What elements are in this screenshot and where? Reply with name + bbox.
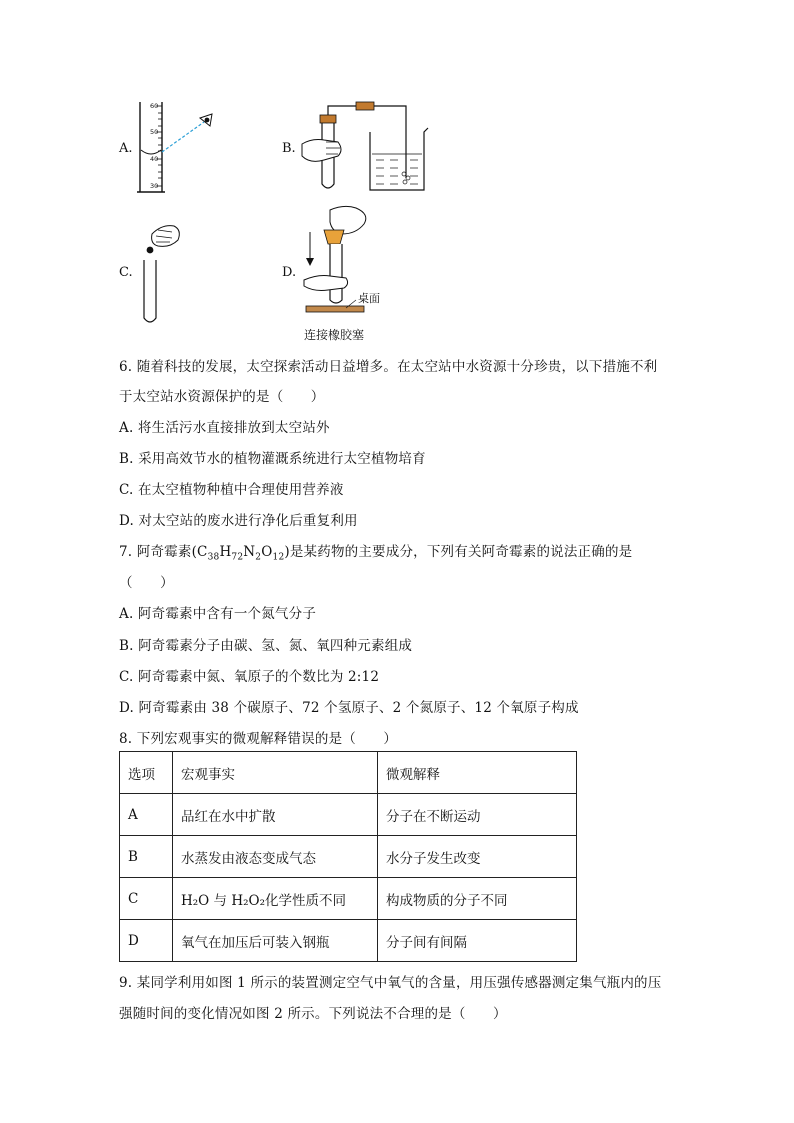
stopper-on-desk-figure (300, 204, 390, 324)
table-header-row (120, 752, 577, 794)
q7-option-b: B. 阿奇霉素分子由碳、氢、氮、氧四种元素组成 (119, 638, 413, 654)
row-a-fact: 品红在水中扩散 (173, 794, 378, 836)
graduated-cylinder-figure (136, 100, 226, 196)
q8-stem: 8. 下列宏观事实的微观解释错误的是（ ） (119, 731, 398, 747)
q7-formula-on: 12 (272, 552, 285, 563)
q7-stem-prefix: 7. 阿奇霉素(C (119, 544, 208, 560)
q7-formula-n: N (243, 544, 256, 560)
figure-a-label: A. (119, 141, 133, 156)
figure-d-caption: 连接橡胶塞 (304, 328, 365, 342)
row-d-option: D (120, 920, 173, 962)
row-b-fact: 水蒸发由液态变成气态 (173, 836, 378, 878)
table-row (120, 836, 577, 878)
q7-option-c: C. 阿奇霉素中氮、氧原子的个数比为 2:12 (119, 669, 380, 685)
q7-stem-line1 (119, 540, 632, 563)
q6-option-c: C. 在太空植物种植中合理使用营养液 (119, 482, 344, 498)
q7-formula-c: 38 (207, 552, 220, 563)
q7-stem-suffix: )是某药物的主要成分，下列有关阿奇霉素的说法正确的是 (284, 544, 633, 560)
q7-formula-nn: 2 (255, 552, 262, 563)
figure-b-label: B. (282, 141, 296, 156)
q9-stem-line1: 9. 某同学利用如图 1 所示的装置测定空气中氧气的含量，用压强传感器测定集气瓶内的压 (119, 975, 662, 991)
row-c-fact: H₂O 与 H₂O₂化学性质不同 (173, 878, 378, 920)
q6-stem-line1: 6. 随着科技的发展，太空探索活动日益增多。在太空站中水资源十分珍贵，以下措施不利 (119, 359, 658, 375)
q7-formula-o: O (261, 544, 273, 560)
q6-stem-line2: 于太空站水资源保护的是（ ） (119, 389, 325, 405)
gas-collection-figure (298, 98, 432, 196)
row-c-explanation: 构成物质的分子不同 (378, 878, 577, 920)
q7-option-a: A. 阿奇霉素中含有一个氮气分子 (119, 606, 317, 622)
row-d-explanation: 分子间有间隔 (378, 920, 577, 962)
row-a-option: A (120, 794, 173, 836)
q8-table (119, 751, 577, 962)
header-macro-fact: 宏观事实 (173, 752, 378, 794)
figure-c-label: C. (119, 265, 133, 280)
q6-option-a: A. 将生活污水直接排放到太空站外 (119, 420, 330, 436)
table-row (120, 878, 577, 920)
table-row (120, 794, 577, 836)
row-a-explanation: 分子在不断运动 (378, 794, 577, 836)
tick-60: 60 (150, 102, 159, 110)
q7-formula-h: H (219, 544, 232, 560)
solid-into-tube-figure (138, 220, 186, 326)
q7-option-d: D. 阿奇霉素由 38 个碳原子、72 个氢原子、2 个氮原子、12 个氧原子构成 (119, 700, 579, 716)
table-row (120, 920, 577, 962)
tick-30: 30 (150, 182, 159, 190)
tick-40: 40 (150, 155, 159, 163)
header-micro-explanation: 微观解释 (378, 752, 577, 794)
q9-stem-line2: 强随时间的变化情况如图 2 所示。下列说法不合理的是（ ） (119, 1006, 507, 1022)
q6-option-d: D. 对太空站的废水进行净化后重复利用 (119, 513, 358, 529)
row-d-fact: 氧气在加压后可装入钢瓶 (173, 920, 378, 962)
q7-formula-hn: 72 (231, 552, 244, 563)
row-c-option: C (120, 878, 173, 920)
q6-option-b: B. 采用高效节水的植物灌溉系统进行太空植物培育 (119, 451, 426, 467)
q7-stem-line2: （ ） (119, 575, 174, 591)
header-option: 选项 (120, 752, 173, 794)
figure-d-label: D. (282, 265, 297, 280)
desk-label: 桌面 (358, 292, 380, 305)
row-b-explanation: 水分子发生改变 (378, 836, 577, 878)
tick-50: 50 (150, 128, 159, 136)
row-b-option: B (120, 836, 173, 878)
